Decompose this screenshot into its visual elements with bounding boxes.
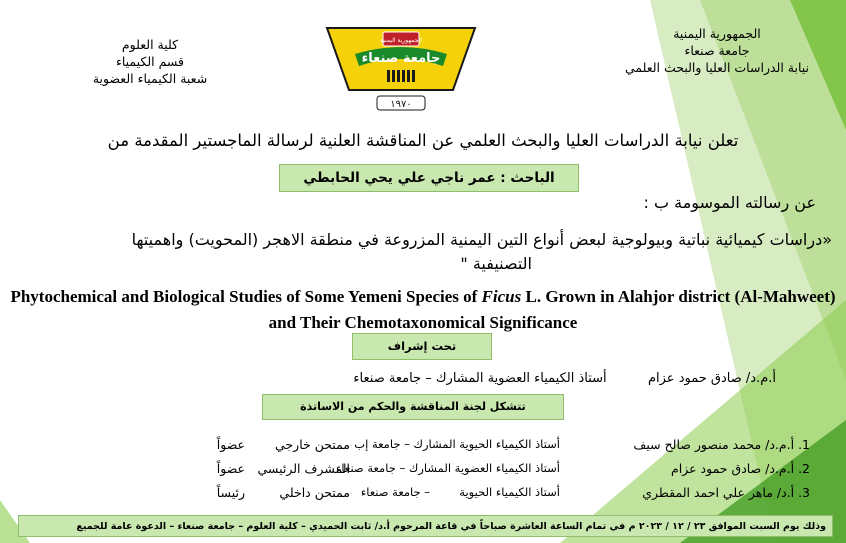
committee-member-name: 3. أ.د/ ماهر علي احمد المقطري xyxy=(642,485,810,500)
researcher-name-box: الباحث : عمر ناجي علي يحي الحابطي xyxy=(279,164,579,192)
thesis-title-english-italic: Ficus xyxy=(481,287,522,306)
thesis-title-arabic xyxy=(30,228,832,276)
university-name: جامعة صنعاء xyxy=(684,43,750,58)
thesis-title-english-part2: L. Grown in Alahjor district (Al-Mahweet) and Their Chemotaxonomical Significance xyxy=(268,287,836,332)
committee-member-position: أستاذ الكيمياء الحيوية – جامعة صنعاء xyxy=(360,485,560,499)
university-logo xyxy=(325,18,477,114)
announcement-text: تعلن نيابة الدراسات العليا والبحث العلمي عن المناقشة العلنية لرسالة الماجستير المقدمة من xyxy=(107,131,739,150)
header-faculty xyxy=(70,36,230,87)
committee-member-position: أستاذ الكيمياء الحيوية المشارك – جامعة إب xyxy=(354,437,560,451)
committee-member-name: 2. أ.م.د/ صادق حمود عزام xyxy=(671,461,810,476)
committee-row xyxy=(145,437,810,452)
thesis-title-english-part1: Phytochemical and Biological Studies of Some Yemeni Species of xyxy=(10,287,482,306)
faculty-name: كلية العلوم xyxy=(121,37,179,52)
committee-member-status: عضواً xyxy=(216,461,245,476)
thesis-title-english xyxy=(10,284,836,336)
svg-text:جامعة صنعاء: جامعة صنعاء xyxy=(361,51,441,66)
thesis-title-arabic-line2: التصنيفية " xyxy=(460,254,532,273)
committee-member-status: رئيساً xyxy=(216,485,245,500)
footer-event-details: وذلك يوم السبت الموافق ٢٣ / ١٢ / ٢٠٢٣ م في تمام الساعة العاشرة صباحاً في قاعة المرحوم أ.د/ ثابت الحميدي – كلية العلوم – جامعة صنعاء – الدعوة عامة للجميع xyxy=(18,515,833,537)
committee-member-name: 1. أ.م.د/ محمد منصور صالح سيف xyxy=(633,437,810,452)
svg-text:الجمهورية اليمنية: الجمهورية اليمنية xyxy=(379,37,423,44)
supervision-label-box: تحت إشراف xyxy=(352,333,492,360)
thesis-title-arabic-line1: «دراسات كيميائية نباتية وبيولوجية لبعض أنواع التين اليمنية المزروعة في منطقة الاهجر (المحويت) واهميتها xyxy=(131,230,832,249)
country-name: الجمهورية اليمنية xyxy=(673,26,761,41)
header-institution xyxy=(602,25,832,76)
deanship-name: نيابة الدراسات العليا والبحث العلمي xyxy=(624,60,810,75)
committee-member-role: المشرف الرئيسي xyxy=(257,461,350,476)
supervisor-line: أ.م.د/ صادق حمود عزام أستاذ الكيمياء العضوية المشارك – جامعة صنعاء xyxy=(353,371,776,386)
svg-text:١٩٧٠: ١٩٧٠ xyxy=(390,99,412,110)
department-name: قسم الكيمياء xyxy=(115,54,185,69)
division-name: شعبة الكيمياء العضوية xyxy=(92,71,208,86)
committee-member-status: عضواً xyxy=(216,437,245,452)
committee-row xyxy=(145,485,810,500)
committee-member-role: ممتحن خارجي xyxy=(275,437,350,452)
committee-member-position: أستاذ الكيمياء العضوية المشارك – جامعة صنعاء xyxy=(335,461,560,475)
committee-member-role: ممتحن داخلي xyxy=(279,485,350,500)
committee-label-box: تتشكل لجنة المناقشة والحكم من الاساتذة xyxy=(262,394,564,420)
committee-row xyxy=(145,461,810,476)
thesis-intro: عن رسالته الموسومة ب : xyxy=(643,193,816,212)
